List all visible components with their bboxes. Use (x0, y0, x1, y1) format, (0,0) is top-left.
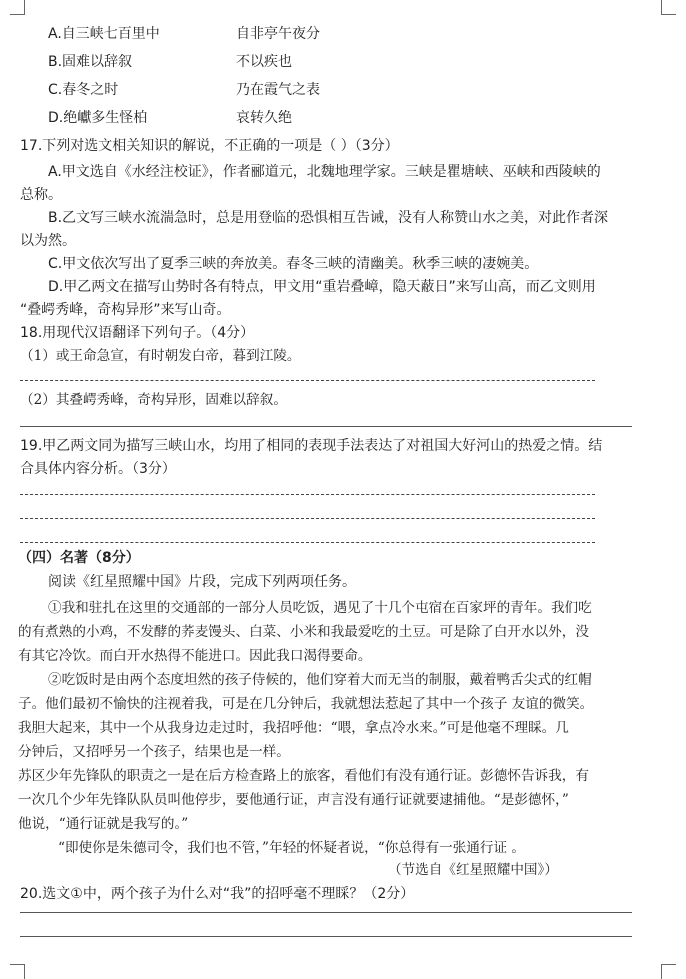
passage-2-line-1: ②吃饭时是由两个态度坦然的孩子侍候的，他们穿着大而无当的制服，戴着鸭舌尖式的红帽 (48, 672, 592, 688)
reading-instruction: 阅读《红星照耀中国》片段，完成下列两项任务。 (48, 574, 356, 590)
q16-option-d-right: 哀转久绝 (236, 110, 292, 126)
passage-2-line-8: “即使你是朱德司令，我们也不管，”年轻的怀疑者说，“你总得有一张通行证 。 (58, 840, 525, 856)
crop-mark-bottom-left (10, 964, 25, 979)
q18-stem: 18.用现代汉语翻译下列句子。（4分） (20, 325, 255, 341)
passage-1-line-2: 的有煮熟的小鸡，不发酵的荞麦馒头、白菜、小米和我最爱吃的土豆。可是除了白开水以外，没 (18, 624, 589, 640)
q16-option-b-right: 不以疾也 (236, 54, 292, 70)
q18-sentence-1: （1）或王命急宣，有时朝发白帝，暮到江陵。 (20, 348, 301, 364)
crop-mark-top-right (661, 0, 676, 15)
q20-answer-line-2[interactable] (20, 936, 632, 937)
q19-answer-line-3[interactable] (20, 542, 595, 543)
passage-2-line-7: 他说，“通行证就是我写的。” (18, 816, 189, 832)
passage-2-line-3: 我胆大起来，其中一个从我身边走过时，我招呼他：“喂，拿点冷水来。”可是他毫不理睬。几 (18, 720, 569, 736)
q19-answer-line-2[interactable] (20, 518, 595, 519)
crop-mark-bottom-right (661, 964, 676, 979)
crop-mark-top-left (10, 0, 25, 15)
q17-stem: 17.下列对选文相关知识的解说，不正确的一项是（ ）（3分） (20, 138, 399, 154)
q20-stem: 20.选文①中，两个孩子为什么对“我”的招呼毫不理睬？（2分） (20, 886, 415, 902)
q17-option-b-line1: B.乙文写三峡水流湍急时，总是用登临的恐惧相互告诫，没有人称赞山水之美，对此作者深 (48, 210, 609, 226)
q17-option-c: C.甲文依次写出了夏季三峡的奔放美。春冬三峡的清幽美。秋季三峡的凄婉美。 (48, 256, 539, 272)
q18-answer-line-1[interactable] (20, 380, 595, 381)
q16-option-c-right: 乃在霞气之表 (236, 82, 320, 98)
passage-source: （节选自《红星照耀中国》） (388, 862, 558, 878)
passage-1-line-1: ①我和驻扎在这里的交通部的一部分人员吃饭，遇见了十几个屯宿在百家坪的青年。我们吃 (48, 600, 592, 616)
q16-option-d-left: D.绝巘多生怪柏 (48, 110, 148, 126)
q19-stem-line2: 合具体内容分析。（3分） (20, 461, 176, 477)
passage-2-line-2: 子。他们最初不愉快的注视着我，可是在几分钟后，我就想法惹起了其中一个孩子 友谊的微笑。 (18, 696, 594, 712)
q16-option-c-left: C.春冬之时 (48, 82, 119, 98)
q17-option-d-line1: D.甲乙两文在描写山势时各有特点，甲文用“重岩叠嶂，隐天蔽日”来写山高，而乙文则用 (48, 279, 596, 295)
q17-option-a-line1: A.甲文选自《水经注校证》，作者郦道元，北魏地理学家。三峡是瞿塘峡、巫峡和西陵峡的 (48, 164, 601, 180)
q18-sentence-2: （2）其叠崿秀峰，奇构异形，固难以辞叙。 (20, 392, 287, 408)
q17-option-a-line2: 总称。 (20, 187, 62, 203)
passage-2-line-4: 分钟后，又招呼另一个孩子，结果也是一样。 (18, 744, 290, 760)
section-4-heading: （四）名著（8分） (18, 550, 140, 566)
q16-option-b-left: B.固难以辞叙 (48, 54, 133, 70)
q17-option-b-line2: 以为然。 (20, 233, 76, 249)
passage-1-line-3: 有其它冷饮。而白开水热得不能进口。因此我口渴得要命。 (18, 648, 372, 664)
q17-option-d-line2: “叠崿秀峰，奇构异形”来写山奇。 (20, 302, 231, 318)
q19-answer-line-1[interactable] (20, 494, 595, 495)
q18-answer-line-2[interactable] (20, 426, 632, 427)
passage-2-line-5: 苏区少年先锋队的职责之一是在后方检查路上的旅客，看他们有没有通行证。彭德怀告诉我，有 (18, 768, 589, 784)
passage-2-line-6: 一次几个少年先锋队队员叫他停步，要他通行证，声言没有通行证就要逮捕他。“是彭德怀，” (18, 792, 569, 808)
q16-option-a-left: A.自三峡七百里中 (48, 26, 160, 42)
q16-option-a-right: 自非亭午夜分 (236, 26, 320, 42)
q19-stem-line1: 19.甲乙两文同为描写三峡山水，均用了相同的表现手法表达了对祖国大好河山的热爱之情。结 (20, 438, 603, 454)
q20-answer-line-1[interactable] (20, 912, 632, 913)
